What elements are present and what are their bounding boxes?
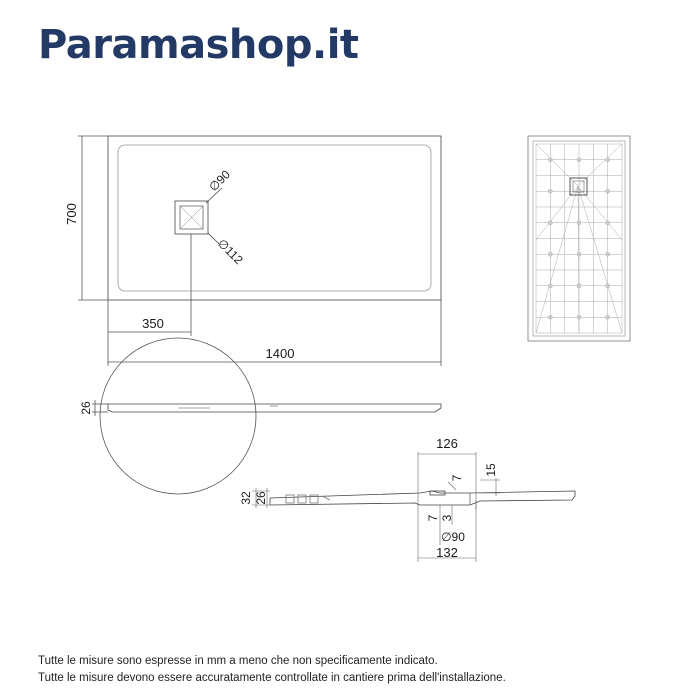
detail-bottom-7-label: 7 xyxy=(426,514,440,522)
tray-inner-outline xyxy=(118,145,431,291)
underside-foot xyxy=(577,284,581,288)
note-line: Tutte le misure sono espresse in mm a meno che non specificamente indicato. xyxy=(38,655,438,667)
underside-diagonal-rib xyxy=(536,186,578,240)
underside-foot xyxy=(606,158,610,162)
drain-90-label: ∅90 xyxy=(206,167,233,195)
drain-112-label: ∅112 xyxy=(214,236,246,268)
brand-logo: Paramashop.it xyxy=(38,22,359,68)
underside-ribs xyxy=(536,144,622,333)
notes-block xyxy=(38,653,506,687)
detail-drain-90-label: ∅90 xyxy=(441,530,465,544)
underside-foot xyxy=(548,189,552,193)
underside-foot xyxy=(577,158,581,162)
side-view xyxy=(92,338,441,494)
underside-diagonal-rib xyxy=(536,186,578,333)
underside-foot xyxy=(548,315,552,319)
detail-height-26-label: 26 xyxy=(254,491,268,505)
underside-foot xyxy=(548,158,552,162)
detail-width-132-label: 132 xyxy=(436,545,458,560)
width-1400-label: 1400 xyxy=(265,346,295,361)
height-700-label: 700 xyxy=(64,203,79,225)
underside-foot xyxy=(606,315,610,319)
detail-depth-15-label: 15 xyxy=(484,463,498,477)
tray-outline xyxy=(108,136,441,300)
offset-350-label: 350 xyxy=(142,316,164,331)
underside-foot xyxy=(577,252,581,256)
underside-foot xyxy=(606,252,610,256)
side-profile xyxy=(108,404,441,412)
underside-foot xyxy=(577,221,581,225)
detail-circle xyxy=(100,338,256,494)
underside-diagonal-rib xyxy=(536,144,578,186)
underside-view xyxy=(528,136,630,341)
underside-foot xyxy=(606,189,610,193)
underside-foot xyxy=(548,284,552,288)
note-line: Tutte le misure devono essere accuratamente controllate in cantiere prima dell'installazione. xyxy=(38,672,506,684)
underside-foot xyxy=(577,315,581,319)
side-height-label: 26 xyxy=(79,401,93,415)
underside-foot xyxy=(606,221,610,225)
underside-foot xyxy=(606,284,610,288)
underside-foot xyxy=(548,252,552,256)
underside-foot xyxy=(548,221,552,225)
detail-bottom-3-label: 3 xyxy=(440,514,454,522)
underside-diagonal-rib xyxy=(578,144,622,186)
detail-height-32-label: 32 xyxy=(239,491,253,505)
underside-diagonal-rib xyxy=(578,186,622,333)
plan-view xyxy=(78,136,441,366)
detail-width-126-label: 126 xyxy=(436,436,458,451)
detail-inner-7-label: 7 xyxy=(450,474,464,482)
underside-diagonal-rib xyxy=(578,186,622,240)
detail-view xyxy=(252,452,575,562)
underside-foot xyxy=(577,189,581,193)
